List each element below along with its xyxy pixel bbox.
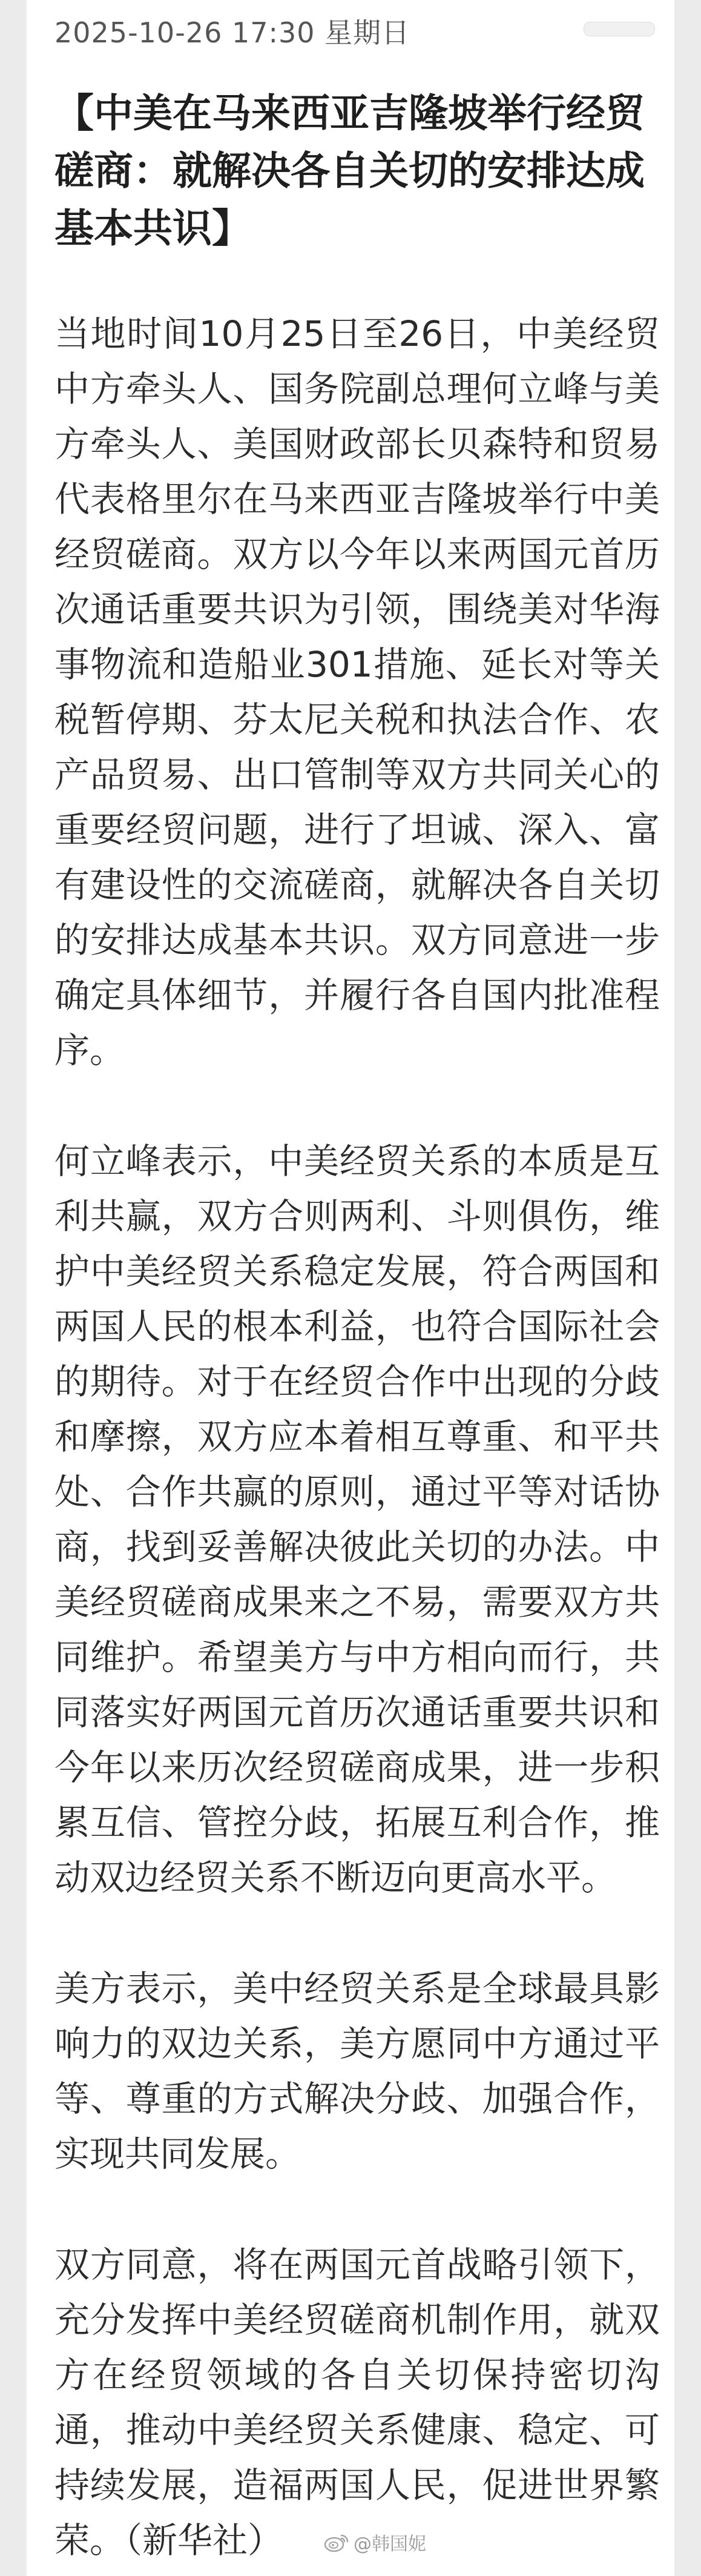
scroll-indicator[interactable] [584, 22, 655, 36]
post-meta [54, 11, 410, 55]
post-datetime: 2025-10-26 17:30 星期日 [54, 16, 410, 49]
article-body [54, 306, 660, 2568]
article-paragraph: 当地时间10月25日至26日，中美经贸中方牵头人、国务院副总理何立峰与美方牵头人、美国财政部长贝森特和贸易代表格里尔在马来西亚吉隆坡举行中美经贸磋商。双方以今年以来两国元首历次通话重要共识为引领，围绕美对华海事物流和造船业301措施、延长对等关税暂停期、芬太尼关税和执法合作、农产品贸易、出口管制等双方共同关心的重要经贸问题，进行了坦诚、深入、富有建设性的交流磋商，就解决各自关切的安排达成基本共识。双方同意进一步确定具体细节，并履行各自国内批准程序。 [54, 313, 660, 1071]
watermark-handle: @韩国妮 [354, 2534, 426, 2555]
article-paragraph: 美方表示，美中经贸关系是全球最具影响力的双边关系，美方愿同中方通过平等、尊重的方式解决分歧、加强合作，实现共同发展。 [54, 1968, 660, 2174]
article-title: 【中美在马来西亚吉隆坡举行经贸磋商：就解决各自关切的安排达成基本共识】 [54, 91, 645, 251]
article-paragraph: 何立峰表示，中美经贸关系的本质是互利共赢，双方合则两利、斗则俱伤，维护中美经贸关系稳定发展，符合两国和两国人民的根本利益，也符合国际社会的期待。对于在经贸合作中出现的分歧和摩擦，双方应本着相互尊重、和平共处、合作共赢的原则，通过平等对话协商，找到妥善解决彼此关切的办法。中美经贸磋商成果来之不易，需要双方共同维护。希望美方与中方相向而行，共同落实好两国元首历次通话重要共识和今年以来历次经贸磋商成果，进一步积累互信、管控分歧，拓展互利合作，推动双边经贸关系不断迈向更高水平。 [54, 1141, 660, 1898]
weibo-watermark [323, 2529, 426, 2555]
article-paragraph: 双方同意，将在两国元首战略引领下，充分发挥中美经贸磋商机制作用，就双方在经贸领域的各自关切保持密切沟通，推动中美经贸关系健康、稳定、可持续发展，造福两国人民，促进世界繁荣。（新华社） [54, 2244, 660, 2561]
weibo-logo-icon [323, 2532, 350, 2552]
post-card [27, 0, 674, 2576]
